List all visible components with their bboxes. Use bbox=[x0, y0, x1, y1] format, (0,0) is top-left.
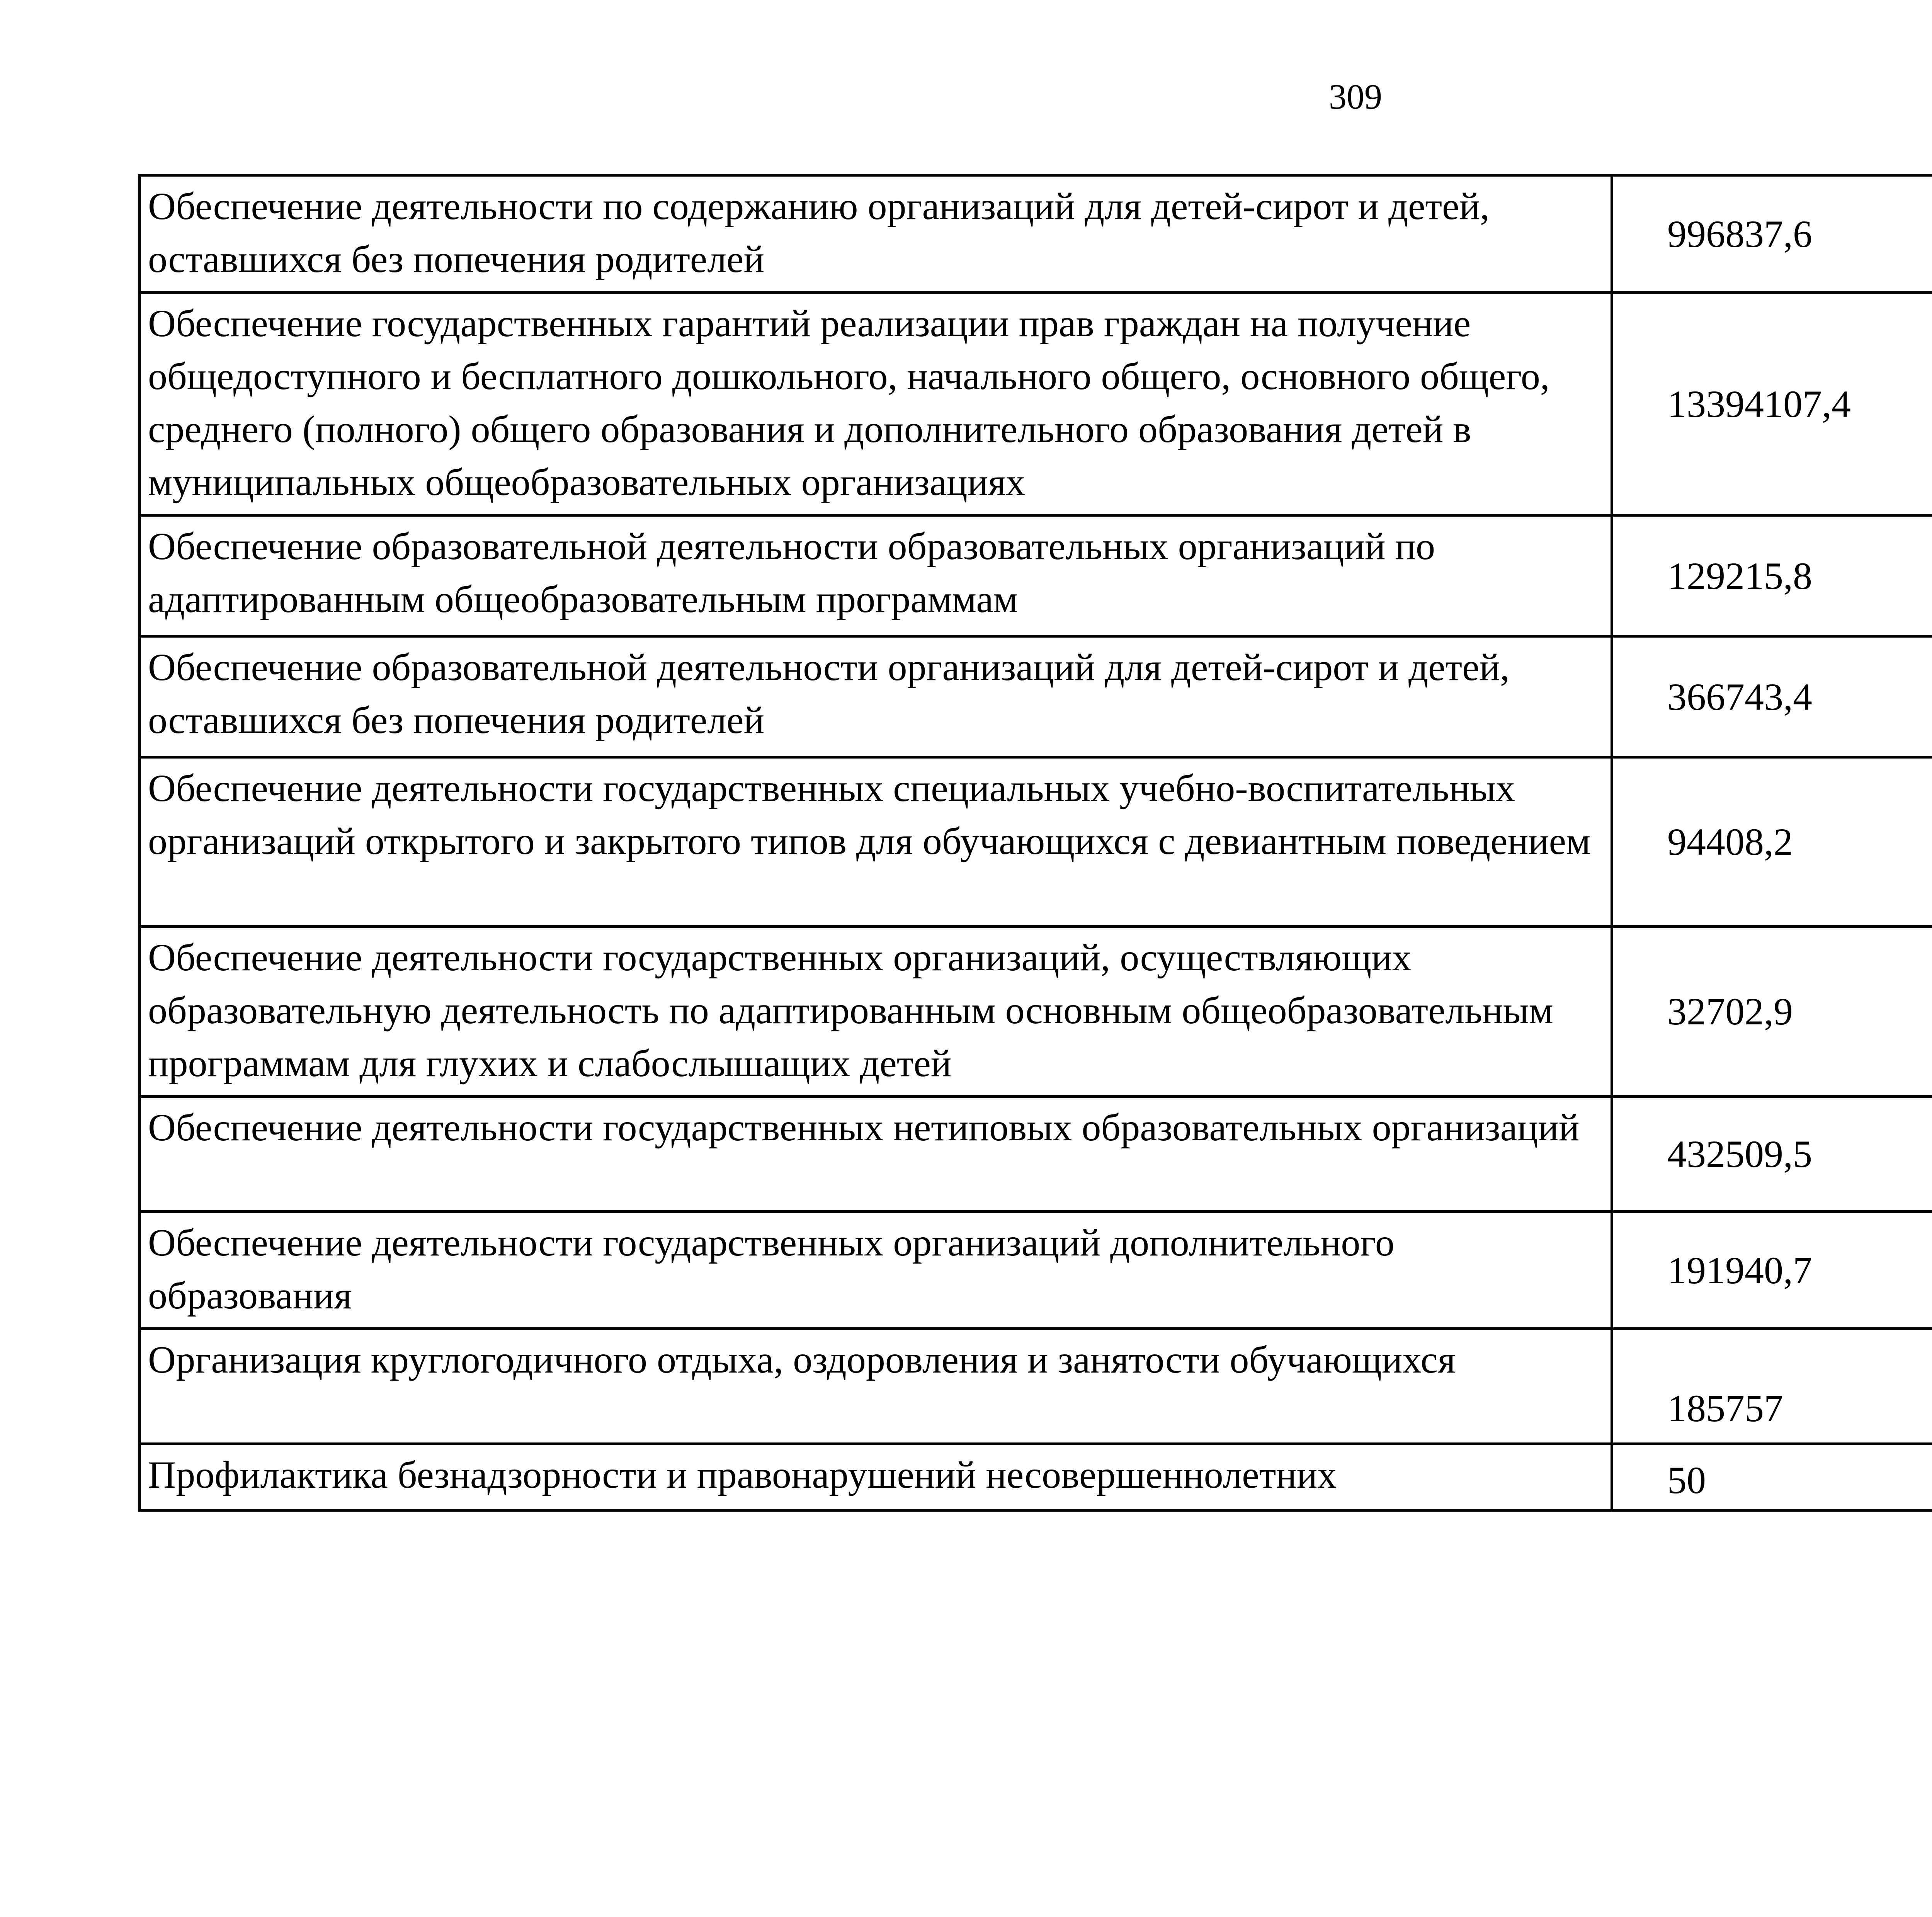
row-label: Обеспечение образовательной деятельности образовательных организаций по адаптированным общеобразовательным программам bbox=[140, 515, 1612, 636]
table-row bbox=[140, 1329, 1932, 1444]
value-cell: 50 bbox=[1612, 1444, 1932, 1510]
table-row bbox=[140, 1212, 1932, 1329]
value-cell: 94408,2 bbox=[1612, 757, 1932, 927]
table-row bbox=[140, 636, 1932, 757]
row-label: Профилактика безнадзорности и правонарушений несовершеннолетних bbox=[140, 1444, 1612, 1510]
value-cell: 32702,9 bbox=[1612, 927, 1932, 1097]
row-label: Обеспечение образовательной деятельности организаций для детей-сирот и детей, оставшихся без попечения родителей bbox=[140, 636, 1612, 757]
value-cell: 432509,5 bbox=[1612, 1097, 1932, 1212]
table-row bbox=[140, 927, 1932, 1097]
page-number: 309 bbox=[1329, 77, 1382, 116]
value-cell: 129215,8 bbox=[1612, 515, 1932, 636]
table-row bbox=[140, 757, 1932, 927]
value-cell: 13394107,4 bbox=[1612, 293, 1932, 515]
row-label: Организация круглогодичного отдыха, оздоровления и занятости обучающихся bbox=[140, 1329, 1612, 1444]
budget-table bbox=[138, 174, 1932, 1512]
table-row bbox=[140, 1444, 1932, 1510]
table-row bbox=[140, 515, 1932, 636]
value-cell: 366743,4 bbox=[1612, 636, 1932, 757]
table-row bbox=[140, 1097, 1932, 1212]
row-label: Обеспечение деятельности по содержанию организаций для детей-сирот и детей, оставшихся без попечения родителей bbox=[140, 175, 1612, 293]
row-label: Обеспечение деятельности государственных организаций, осуществляющих образовательную деятельность по адаптированным основным общеобразовательным программам для глухих и слабослышащих детей bbox=[140, 927, 1612, 1097]
value-cell: 996837,6 bbox=[1612, 175, 1932, 293]
row-label: Обеспечение деятельности государственных нетиповых образовательных организаций bbox=[140, 1097, 1612, 1212]
value-cell: 185757 bbox=[1612, 1329, 1932, 1444]
row-label: Обеспечение деятельности государственных организаций дополнительного образования bbox=[140, 1212, 1612, 1329]
value-cell: 191940,7 bbox=[1612, 1212, 1932, 1329]
row-label: Обеспечение деятельности государственных специальных учебно-воспитательных организаций открытого и закрытого типов для обучающихся с девиантным поведением bbox=[140, 757, 1612, 927]
table-row bbox=[140, 293, 1932, 515]
table-row bbox=[140, 175, 1932, 293]
row-label: Обеспечение государственных гарантий реализации прав граждан на получение общедоступного и бесплатного дошкольного, начального общего, основного общего, среднего (полного) общего образования и дополнительного образования детей в муниципальных общеобразовательных организациях bbox=[140, 293, 1612, 515]
